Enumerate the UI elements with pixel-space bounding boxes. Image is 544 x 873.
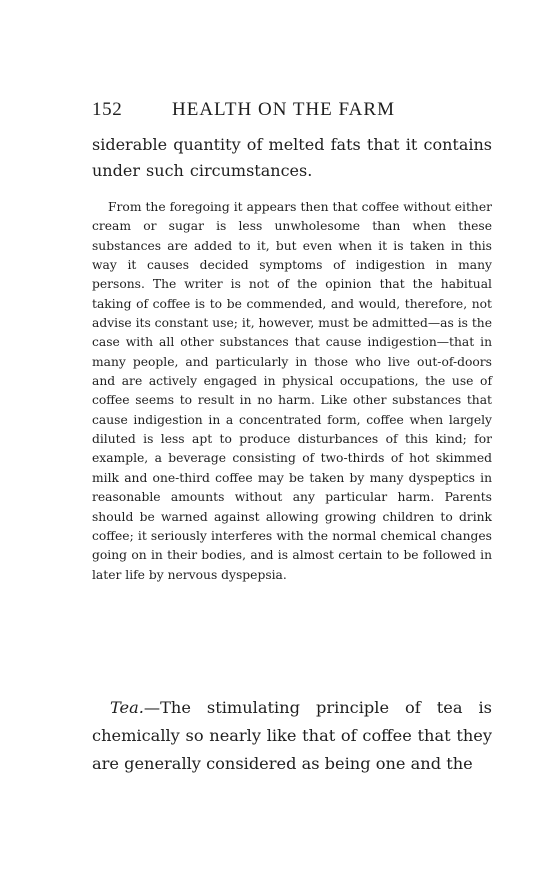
page-number: 152 bbox=[92, 99, 123, 120]
continued-paragraph: siderable quantity of melted fats that it contains under such circumstances. bbox=[92, 135, 492, 180]
tea-paragraph bbox=[92, 694, 492, 778]
tea-paragraph-text: —The stimulating principle of tea is chemically so nearly like that of coffee that they are generally considered as being one and the bbox=[92, 698, 492, 773]
running-title: HEALTH ON THE FARM bbox=[172, 99, 395, 120]
coffee-paragraph: From the foregoing it appears then that coffee without either cream or sugar is less unwholesome than when these substances are added to it, but even when it is taken in this way it causes decided symptoms of indigestion in many persons. The writer is not of the opinion that the habitual taking of coffee is to be commended, and would, therefore, not advise its constant use; it, however, must be admitted—as is the case with all other substances that cause indigestion—that in many people, and particularly in those who live out-of-doors and are actively engaged in physical occupations, the use of coffee seems to result in no harm. Like other substances that cause indigestion in a concentrated form, coffee when largely diluted is less apt to produce disturbances of this kind; for example, a beverage consisting of two-thirds of hot skimmed milk and one-third coffee may be taken by many dyspeptics in reasonable amounts without any particular harm. Parents should be warned against allowing growing children to drink coffee; it seriously interferes with the normal chemical changes going on in their bodies, and is almost certain to be followed in later life by nervous dyspepsia. bbox=[92, 200, 492, 582]
running-header bbox=[92, 99, 492, 121]
tea-heading: Tea. bbox=[110, 698, 144, 717]
